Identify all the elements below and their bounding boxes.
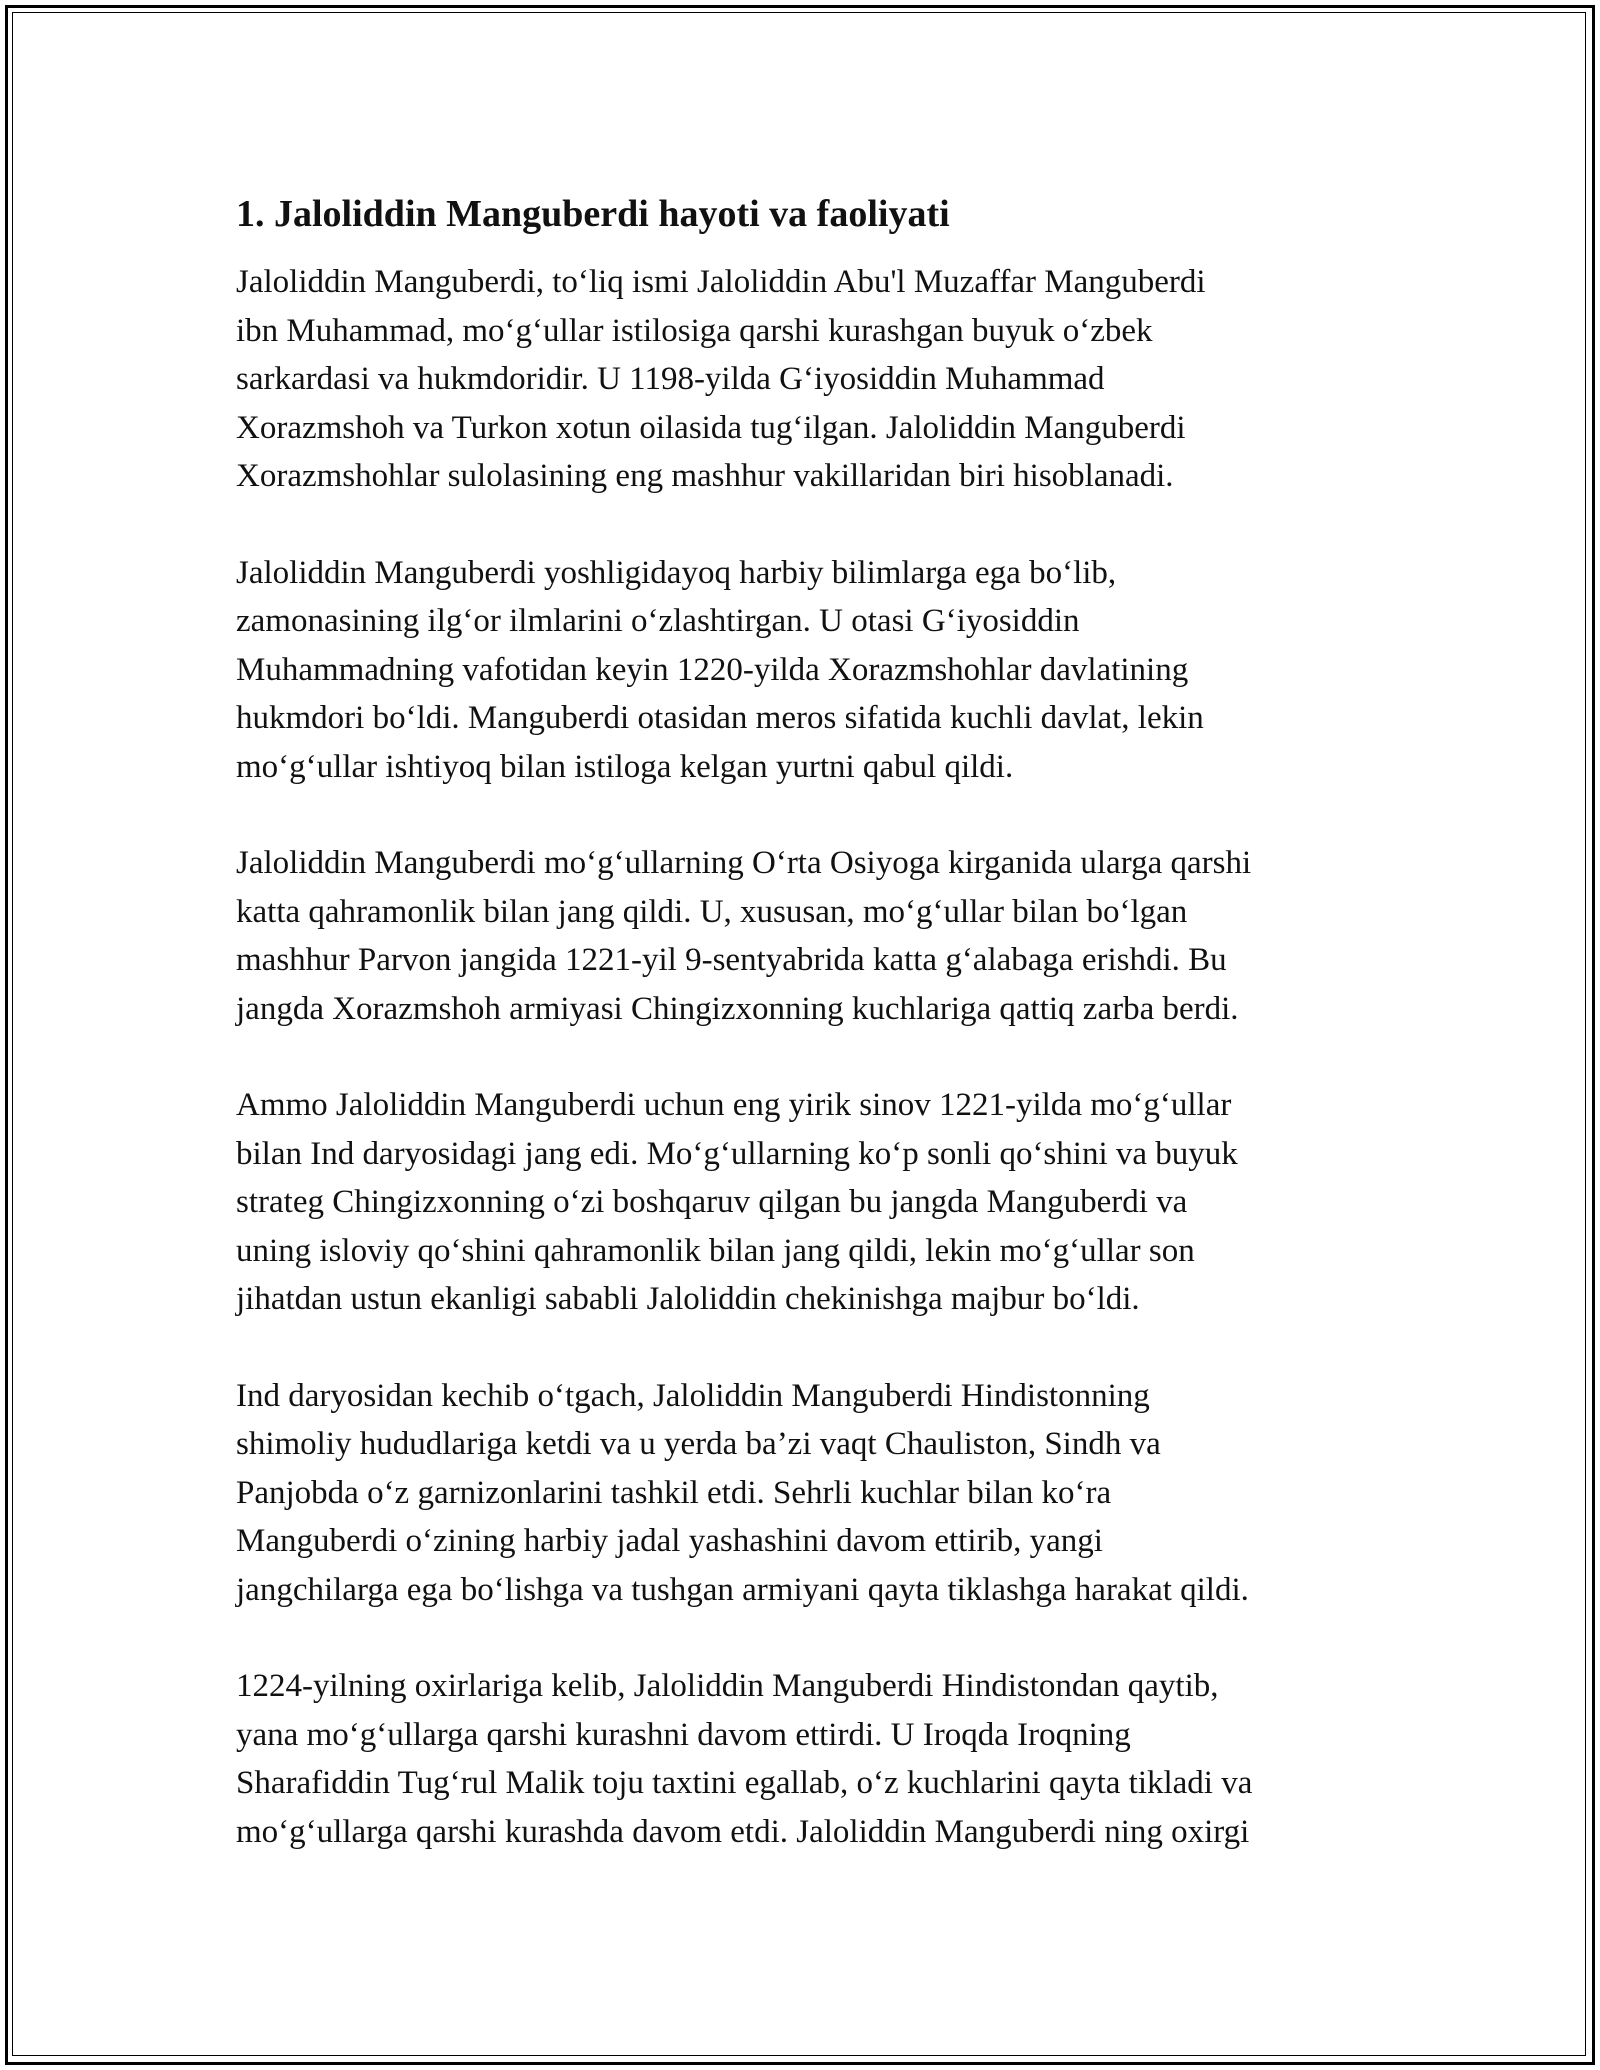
document-body (236, 190, 1396, 1904)
paragraph-line: bilan Ind daryosidagi jang edi. Mo‘g‘ullarning ko‘p sonli qo‘shini va buyuk (236, 1135, 1238, 1172)
page-title: 1. Jaloliddin Manguberdi hayoti va faoliyati (236, 193, 950, 235)
paragraph-line: Sharafiddin Tug‘rul Malik toju taxtini egallab, o‘z kuchlarini qayta tikladi va (236, 1765, 1253, 1801)
paragraph-line: shimoliy hududlariga ketdi va u yerda ba’zi vaqt Chauliston, Sindh va (236, 1426, 1161, 1462)
paragraph-line: ibn Muhammad, mo‘g‘ullar istilosiga qarshi kurashgan buyuk o‘zbek (236, 312, 1153, 349)
paragraph-line: uning isloviy qo‘shini qahramonlik bilan jang qildi, lekin mo‘g‘ullar son (236, 1232, 1195, 1269)
paragraph-line: katta qahramonlik bilan jang qildi. U, xususan, mo‘g‘ullar bilan bo‘lgan (236, 893, 1188, 930)
paragraph-line: mo‘g‘ullar ishtiyoq bilan istiloga kelgan yurtni qabul qildi. (236, 748, 1014, 785)
paragraph-line: 1224-yilning oxirlariga kelib, Jaloliddin Manguberdi Hindistondan qaytib, (236, 1668, 1219, 1704)
paragraph-line: jihatdan ustun ekanligi sababli Jaloliddin chekinishga majbur bo‘ldi. (236, 1281, 1140, 1317)
paragraph-1 (236, 258, 1396, 501)
paragraph-line: Jaloliddin Manguberdi, to‘liq ismi Jaloliddin Abu'l Muzaffar Manguberdi (236, 264, 1206, 300)
paragraph-line: Muhammadning vafotidan keyin 1220-yilda Xorazmshohlar davlatining (236, 651, 1189, 688)
paragraph-line: hukmdori bo‘ldi. Manguberdi otasidan meros sifatida kuchli davlat, lekin (236, 700, 1204, 736)
paragraph-line: strateg Chingizxonning o‘zi boshqaruv qilgan bu jangda Manguberdi va (236, 1184, 1188, 1220)
paragraph-2 (236, 549, 1396, 792)
paragraph-line: zamonasining ilg‘or ilmlarini o‘zlashtirgan. U otasi G‘iyosiddin (236, 603, 1080, 639)
paragraph-3 (236, 839, 1396, 1033)
paragraph-line: Jaloliddin Manguberdi yoshligidayoq harbiy bilimlarga ega bo‘lib, (236, 554, 1117, 591)
paragraph-line: Xorazmshohlar sulolasining eng mashhur vakillaridan biri hisoblanadi. (236, 458, 1174, 494)
paragraph-6 (236, 1662, 1396, 1856)
paragraph-line: Xorazmshoh va Turkon xotun oilasida tug‘ilgan. Jaloliddin Manguberdi (236, 409, 1186, 446)
paragraph-line: yana mo‘g‘ullarga qarshi kurashni davom ettirdi. U Iroqda Iroqning (236, 1716, 1131, 1753)
paragraph-line: mo‘g‘ullarga qarshi kurashda davom etdi. Jaloliddin Manguberdi ning oxirgi (236, 1813, 1250, 1850)
paragraph-line: jangda Xorazmshoh armiyasi Chingizxonning kuchlariga qattiq zarba berdi. (236, 990, 1239, 1027)
paragraph-line: Ind daryosidan kechib o‘tgach, Jaloliddin Manguberdi Hindistonning (236, 1377, 1150, 1414)
paragraph-line: Ammo Jaloliddin Manguberdi uchun eng yirik sinov 1221-yilda mo‘g‘ullar (236, 1087, 1232, 1123)
paragraph-line: jangchilarga ega bo‘lishga va tushgan armiyani qayta tiklashga harakat qildi. (236, 1571, 1249, 1608)
paragraph-line: mashhur Parvon jangida 1221-yil 9-sentyabrida katta g‘alabaga erishdi. Bu (236, 942, 1227, 978)
paragraph-4 (236, 1081, 1396, 1324)
paragraph-5 (236, 1372, 1396, 1615)
paragraph-line: Panjobda o‘z garnizonlarini tashkil etdi. Sehrli kuchlar bilan ko‘ra (236, 1474, 1112, 1511)
paragraph-line: sarkardasi va hukmdoridir. U 1198-yilda G‘iyosiddin Muhammad (236, 361, 1105, 397)
paragraph-line: Manguberdi o‘zining harbiy jadal yashashini davom ettirib, yangi (236, 1523, 1103, 1559)
paragraph-line: Jaloliddin Manguberdi mo‘g‘ullarning O‘rta Osiyoga kirganida ularga qarshi (236, 845, 1252, 881)
